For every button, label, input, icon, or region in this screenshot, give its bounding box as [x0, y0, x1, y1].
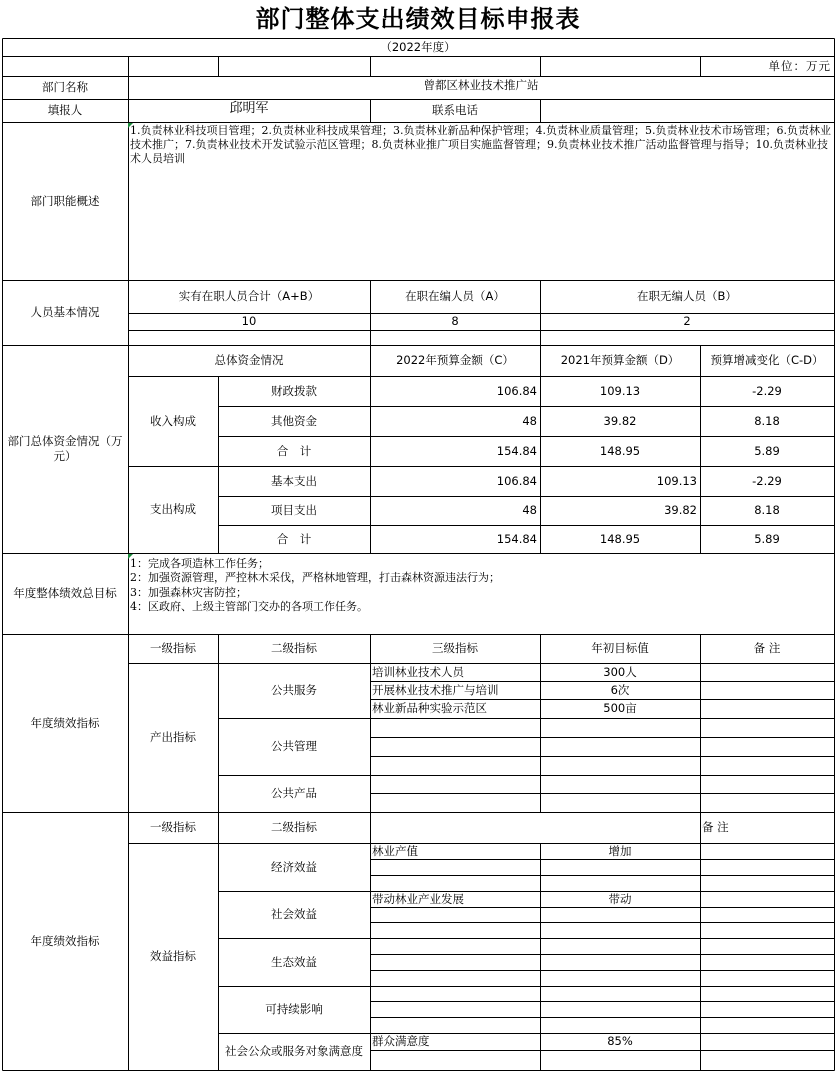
output-indicator-name: 林业新品种实验示范区 — [372, 700, 487, 715]
public-manage-label: 公共管理 — [271, 739, 317, 754]
perf2-label: 年度绩效指标 — [30, 933, 100, 948]
fund-item-name: 合 计 — [276, 531, 312, 546]
fund-item-d: 148.95 — [599, 531, 641, 546]
output-indicator-value: 6次 — [610, 682, 630, 697]
expense-label: 支出构成 — [150, 502, 196, 517]
fund-item-d: 109.13 — [599, 383, 641, 398]
soc-indicator-name: 带动林业产业发展 — [372, 891, 464, 906]
fund-item-name: 基本支出 — [271, 473, 317, 488]
funds-overall-header: 总体资金情况 — [214, 353, 284, 368]
fund-item-c: 106.84 — [496, 383, 537, 398]
fund-item-name: 财政拨款 — [271, 383, 317, 398]
goal-text — [128, 554, 833, 632]
fund-item-d: 148.95 — [599, 443, 641, 458]
staff-b-value: 2 — [683, 314, 691, 329]
funds-d-header: 2021年预算金额（D） — [560, 353, 680, 368]
staff-b-header: 在职无编人员（B） — [637, 289, 737, 304]
ecological-benefit-label: 生态效益 — [271, 954, 317, 969]
sat-indicator-name: 群众满意度 — [372, 1034, 430, 1049]
goal-label: 年度整体绩效总目标 — [13, 586, 117, 601]
perf1-h-level1: 一级指标 — [150, 641, 196, 656]
phone-label: 联系电话 — [432, 103, 478, 118]
fund-item-d: 39.82 — [603, 413, 637, 428]
funds-cd-header: 预算增减变化（C-D） — [710, 353, 824, 368]
output-indicator-value: 300人 — [603, 664, 637, 679]
fund-item-name: 合 计 — [276, 443, 312, 458]
fund-item-cd: 5.89 — [754, 443, 780, 458]
filler-value: 邱明军 — [229, 100, 269, 116]
eco-indicator-value: 增加 — [608, 843, 632, 858]
perf1-h-target: 年初目标值 — [591, 641, 649, 656]
output-indicator-label: 产出指标 — [150, 730, 196, 745]
unit-label: 单位：万元 — [768, 59, 831, 74]
fund-item-c: 106.84 — [496, 473, 537, 488]
staff-a-value: 8 — [451, 314, 459, 329]
perf1-h-remark: 备 注 — [753, 641, 781, 656]
staff-label: 人员基本情况 — [30, 305, 100, 320]
goal-line: 4：区政府、上级主管部门交办的各项工作任务。 — [130, 600, 368, 614]
output-indicator-name: 培训林业技术人员 — [372, 664, 464, 679]
goal-line: 2：加强资源管理，严控林木采伐，严格林地管理，打击森林资源违法行为； — [130, 571, 500, 585]
fund-item-d: 39.82 — [664, 503, 697, 518]
fund-item-c: 48 — [522, 413, 537, 428]
dept-name-label: 部门名称 — [42, 80, 88, 95]
perf1-h-level2: 二级指标 — [271, 641, 317, 656]
goal-line: 3：加强森林灾害防控； — [130, 585, 247, 599]
fund-item-cd: -2.29 — [752, 473, 782, 488]
perf2-h-level2: 二级指标 — [271, 820, 317, 835]
output-indicator-name: 开展林业技术推广与培训 — [372, 682, 499, 697]
economic-benefit-label: 经济效益 — [271, 859, 317, 874]
public-service-label: 公共服务 — [271, 683, 317, 698]
staff-total-header: 实有在职人员合计（A+B） — [178, 289, 320, 304]
sat-indicator-value: 85% — [607, 1034, 633, 1049]
output-indicator-value: 500亩 — [603, 700, 637, 715]
funds-label: 部门总体资金情况（万元） — [7, 434, 123, 463]
fund-item-name: 项目支出 — [271, 503, 317, 518]
fund-item-c: 154.84 — [496, 443, 537, 458]
sustainability-label: 可持续影响 — [265, 1002, 323, 1017]
funds-c-header: 2022年预算金额（C） — [396, 353, 514, 368]
fund-item-c: 154.84 — [496, 531, 537, 546]
perf2-h-level1: 一级指标 — [150, 820, 196, 835]
staff-a-header: 在职在编人员（A） — [405, 289, 505, 304]
fund-item-c: 48 — [522, 503, 537, 518]
fund-item-cd: 8.18 — [754, 413, 780, 428]
year-label: （2022年度） — [380, 40, 456, 55]
perf2-h-remark: 备 注 — [702, 820, 729, 835]
fund-item-name: 其他资金 — [271, 413, 317, 428]
goal-line: 1：完成各项造林工作任务； — [130, 557, 269, 570]
page-title: 部门整体支出绩效目标申报表 — [255, 5, 581, 34]
filler-label: 填报人 — [47, 103, 83, 118]
soc-indicator-value: 带动 — [608, 891, 632, 906]
social-benefit-label: 社会效益 — [271, 907, 317, 922]
perf1-h-level3: 三级指标 — [432, 641, 478, 656]
benefit-indicator-label: 效益指标 — [150, 949, 196, 964]
staff-total-value: 10 — [241, 314, 257, 329]
satisfaction-label: 社会公众或服务对象满意度 — [225, 1044, 363, 1059]
duty-label: 部门职能概述 — [30, 193, 100, 208]
duty-text: 1.负责林业科技项目管理；2.负责林业科技成果管理；3.负责林业新品种保护管理；4.负责林业质量管理；5.负责林业技术市场管理；6.负责林业技术推广；7.负责林业技术开发试验示范区管理；8.负责林业推广项目实施监督管理；9.负责林业技术推广活动监督管理与指导；10.负责林业技术人员培训 — [130, 124, 831, 165]
phone-value — [540, 99, 834, 122]
fund-item-d: 109.13 — [656, 473, 697, 488]
income-label: 收入构成 — [150, 413, 196, 428]
public-product-label: 公共产品 — [271, 786, 317, 801]
fund-item-cd: 5.89 — [754, 531, 780, 546]
fund-item-cd: 8.18 — [754, 503, 780, 518]
perf1-label: 年度绩效指标 — [30, 715, 100, 730]
fund-item-cd: -2.29 — [752, 383, 782, 398]
eco-indicator-name: 林业产值 — [372, 843, 418, 858]
dept-name-value: 曾都区林业技术推广站 — [423, 77, 539, 92]
